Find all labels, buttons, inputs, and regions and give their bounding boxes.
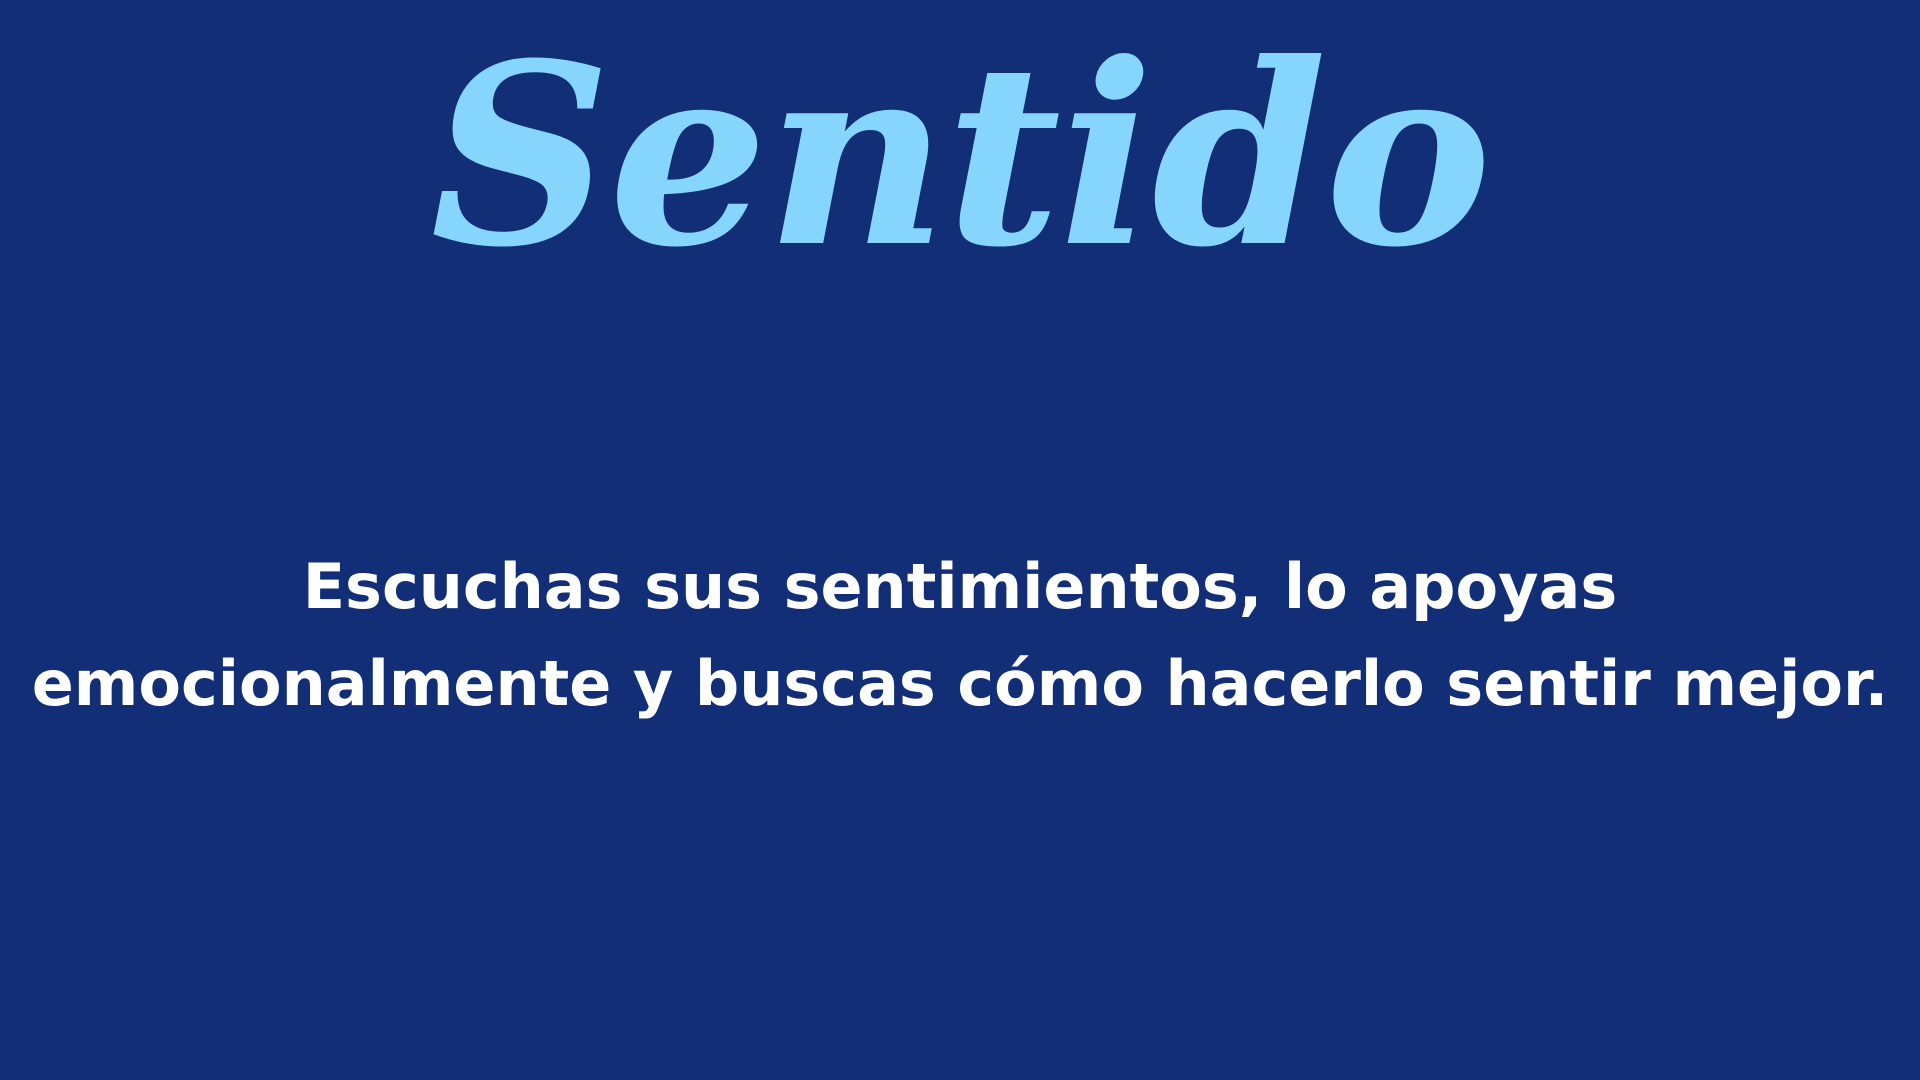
slide-body-text: Escuchas sus sentimientos, lo apoyas emocionalmente y buscas cómo hacerlo sentir mejor. — [31, 550, 1889, 720]
slide-title: Sentido — [430, 8, 1490, 302]
